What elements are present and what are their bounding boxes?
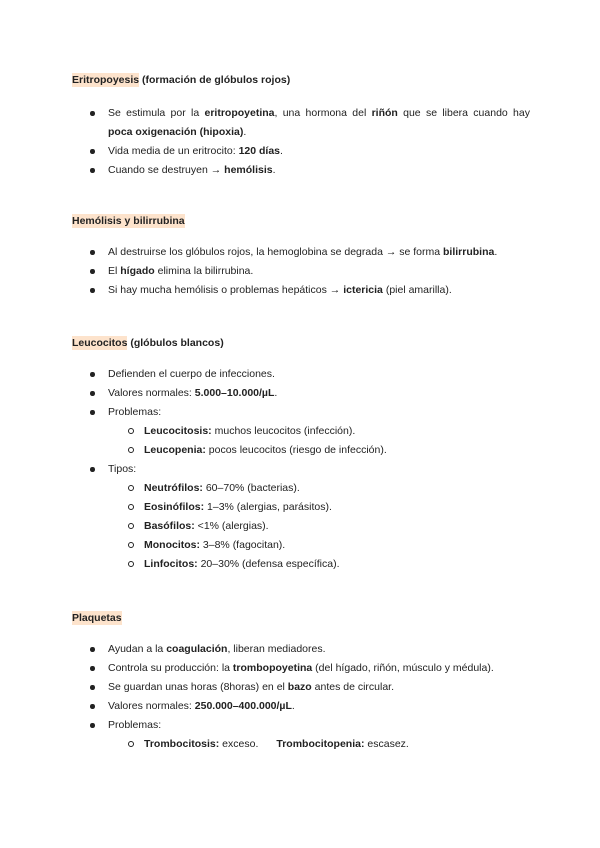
list-item: El hígado elimina la bilirrubina. [72, 262, 530, 281]
list-item: Problemas: Trombocitosis: exceso. Trombocitopenia: escasez. [72, 716, 530, 754]
section-leucocitos [72, 336, 530, 574]
sub-list-item: Leucopenia: pocos leucocitos (riesgo de infección). [108, 441, 530, 460]
sub-list [108, 735, 530, 754]
section-plaquetas [72, 611, 530, 754]
list-item: Tipos: Neutrófilos: 60–70% (bacterias). Eosinófilos: 1–3% (alergias, parásitos). Basófilos: <1% (alergias). Monocitos: 3–8% (fagocitan). Linfocitos: 20–30% (defensa específica). [72, 460, 530, 574]
bullet-list [72, 243, 530, 300]
bullet-list [72, 640, 530, 754]
list-item: Valores normales: 5.000–10.000/µL. [72, 384, 530, 403]
list-item: Problemas: Leucocitosis: muchos leucocitos (infección). Leucopenia: pocos leucocitos (riesgo de infección). [72, 403, 530, 460]
sub-list-item: Neutrófilos: 60–70% (bacterias). [108, 479, 530, 498]
list-item: Si hay mucha hemólisis o problemas hepáticos → ictericia (piel amarilla). [72, 281, 530, 300]
list-item: Vida media de un eritrocito: 120 días. [72, 142, 530, 161]
sub-list-item: Basófilos: <1% (alergias). [108, 517, 530, 536]
sub-list-item: Monocitos: 3–8% (fagocitan). [108, 536, 530, 555]
heading-highlight: Plaquetas [72, 612, 122, 624]
sub-list [108, 422, 530, 460]
heading-highlight: Leucocitos [72, 337, 128, 349]
sub-list [108, 479, 530, 574]
list-item: Se estimula por la eritropoyetina, una hormona del riñón que se libera cuando hay [72, 104, 530, 123]
sub-list-item: Linfocitos: 20–30% (defensa específica). [108, 555, 530, 574]
section-heading [72, 611, 530, 625]
section-hemolisis [72, 214, 530, 300]
heading-highlight: Hemólisis y bilirrubina [72, 215, 185, 227]
list-item: Cuando se destruyen → hemólisis. [72, 161, 530, 180]
heading-subtitle: (formación de glóbulos rojos) [139, 74, 291, 86]
section-heading [72, 336, 530, 350]
heading-subtitle: (glóbulos blancos) [127, 337, 224, 349]
list-item: Al destruirse los glóbulos rojos, la hemoglobina se degrada → se forma bilirrubina. [72, 243, 530, 262]
section-eritropoyesis [72, 73, 530, 180]
list-item: Ayudan a la coagulación, liberan mediadores. [72, 640, 530, 659]
list-item: Defienden el cuerpo de infecciones. [72, 365, 530, 384]
sub-list-item: Leucocitosis: muchos leucocitos (infección). [108, 422, 530, 441]
sub-list-item: Trombocitosis: exceso. Trombocitopenia: escasez. [108, 735, 530, 754]
sub-list-item: Eosinófilos: 1–3% (alergias, parásitos). [108, 498, 530, 517]
list-item: Valores normales: 250.000–400.000/µL. [72, 697, 530, 716]
section-heading [72, 214, 530, 228]
heading-highlight: Eritropoyesis [72, 74, 140, 86]
bullet-list [72, 365, 530, 574]
bullet-list [72, 104, 530, 180]
list-item: Controla su producción: la trombopoyetina (del hígado, riñón, músculo y médula). [72, 659, 530, 678]
section-heading [72, 73, 530, 87]
list-item-continuation: poca oxigenación (hipoxia). [108, 126, 247, 138]
list-item: Se guardan unas horas (8horas) en el bazo antes de circular. [72, 678, 530, 697]
